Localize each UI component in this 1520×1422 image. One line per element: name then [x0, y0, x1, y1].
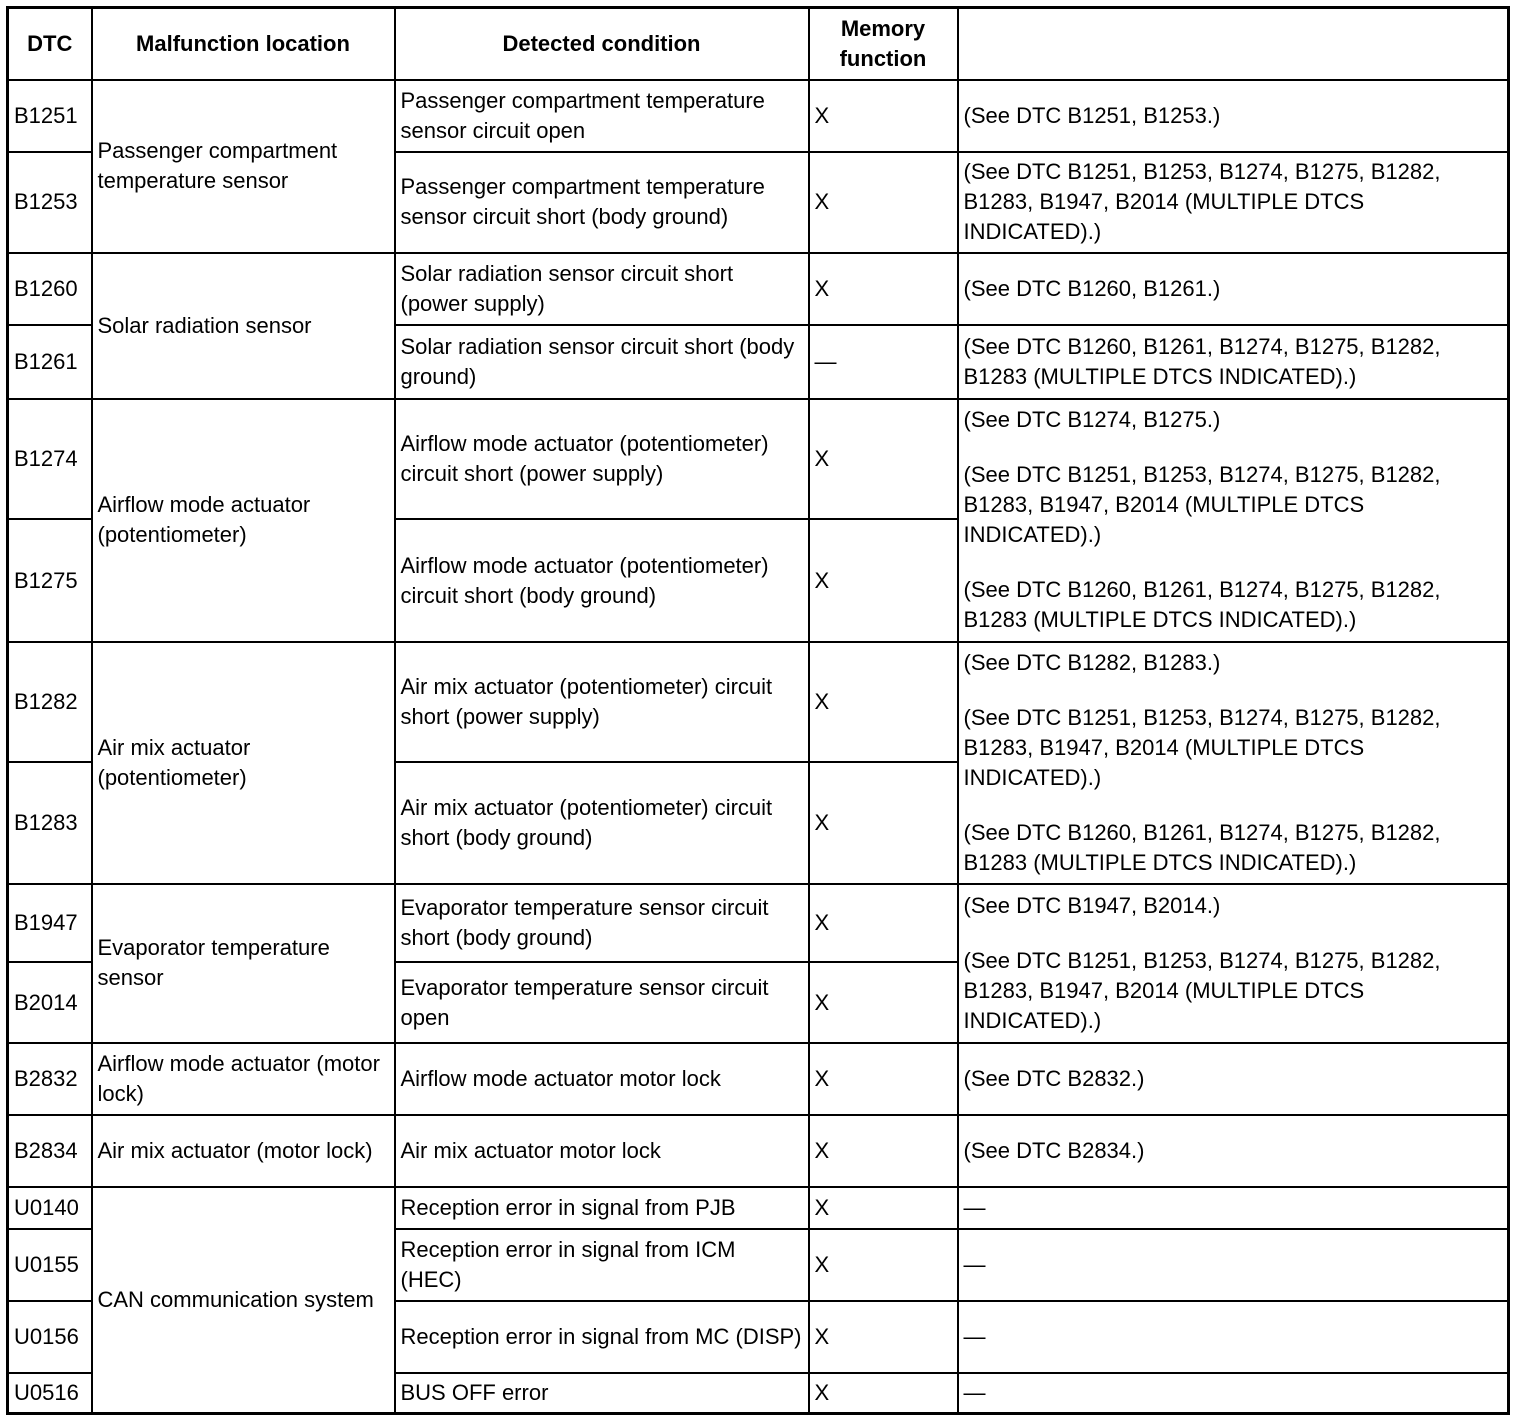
memory-function: X: [809, 642, 958, 762]
reference-cell: —: [958, 1187, 1509, 1229]
dtc-code: B2832: [8, 1043, 92, 1115]
memory-function: X: [809, 884, 958, 962]
table-row: [8, 80, 1509, 152]
detected-condition: Air mix actuator (potentiometer) circuit short (body ground): [395, 762, 809, 884]
header-memory-function: Memory function: [809, 8, 958, 80]
dtc-table: [6, 6, 1510, 1415]
detected-condition: Air mix actuator (potentiometer) circuit short (power supply): [395, 642, 809, 762]
reference-cell: (See DTC B1251, B1253, B1274, B1275, B1282, B1283, B1947, B2014 (MULTIPLE DTCS INDICATED).): [958, 152, 1509, 253]
reference-cell: [958, 642, 1509, 885]
dtc-code: B1274: [8, 399, 92, 519]
malfunction-location: Airflow mode actuator (potentiometer): [92, 399, 395, 642]
reference-text: (See DTC B1947, B2014.): [963, 892, 1221, 918]
dtc-code: U0140: [8, 1187, 92, 1229]
table-row: [8, 1043, 1509, 1115]
reference-cell: (See DTC B1251, B1253.): [958, 80, 1509, 152]
table-row: [8, 1115, 1509, 1187]
dtc-code: B1260: [8, 253, 92, 325]
table-row: [8, 642, 1509, 762]
memory-function: X: [809, 152, 958, 253]
malfunction-location: CAN communication system: [92, 1187, 395, 1414]
reference-text: (See DTC B1274, B1275.): [963, 407, 1221, 433]
reference-text: (See DTC B1251, B1253, B1274, B1275, B1282, B1283, B1947, B2014 (MULTIPLE DTCS INDICATED).): [963, 947, 1441, 1033]
table-row: [8, 399, 1509, 519]
memory-function: X: [809, 80, 958, 152]
memory-function: X: [809, 1187, 958, 1229]
malfunction-location: Passenger compartment temperature sensor: [92, 80, 395, 253]
memory-function: X: [809, 1301, 958, 1373]
malfunction-location: Evaporator temperature sensor: [92, 884, 395, 1042]
header-malfunction-location: Malfunction location: [92, 8, 395, 80]
dtc-code: B1253: [8, 152, 92, 253]
reference-cell: [958, 399, 1509, 642]
reference-cell: —: [958, 1301, 1509, 1373]
detected-condition: Evaporator temperature sensor circuit open: [395, 962, 809, 1042]
table-row: [8, 1187, 1509, 1229]
memory-function: X: [809, 253, 958, 325]
reference-text: (See DTC B1260, B1261, B1274, B1275, B1282, B1283 (MULTIPLE DTCS INDICATED).): [963, 577, 1441, 633]
malfunction-location: Solar radiation sensor: [92, 253, 395, 399]
table-row: [8, 884, 1509, 962]
reference-text: (See DTC B1260, B1261, B1274, B1275, B1282, B1283 (MULTIPLE DTCS INDICATED).): [963, 819, 1441, 875]
dtc-code: U0156: [8, 1301, 92, 1373]
dtc-code: U0155: [8, 1229, 92, 1301]
detected-condition: Passenger compartment temperature sensor circuit open: [395, 80, 809, 152]
dtc-code: B1947: [8, 884, 92, 962]
dtc-code: U0516: [8, 1373, 92, 1413]
reference-text: (See DTC B1251, B1253, B1274, B1275, B1282, B1283, B1947, B2014 (MULTIPLE DTCS INDICATED).): [963, 462, 1441, 548]
detected-condition: Reception error in signal from PJB: [395, 1187, 809, 1229]
detected-condition: Air mix actuator motor lock: [395, 1115, 809, 1187]
dtc-code: B2014: [8, 962, 92, 1042]
detected-condition: Airflow mode actuator (potentiometer) circuit short (power supply): [395, 399, 809, 519]
detected-condition: Airflow mode actuator (potentiometer) circuit short (body ground): [395, 519, 809, 641]
dtc-code: B1251: [8, 80, 92, 152]
header-reference: [958, 8, 1509, 80]
header-row: [8, 8, 1509, 80]
memory-function: —: [809, 325, 958, 399]
detected-condition: Solar radiation sensor circuit short (body ground): [395, 325, 809, 399]
reference-cell: [958, 884, 1509, 1042]
detected-condition: Reception error in signal from ICM (HEC): [395, 1229, 809, 1301]
memory-function: X: [809, 762, 958, 884]
malfunction-location: Airflow mode actuator (motor lock): [92, 1043, 395, 1115]
dtc-code: B1282: [8, 642, 92, 762]
dtc-code: B1261: [8, 325, 92, 399]
header-detected-condition: Detected condition: [395, 8, 809, 80]
dtc-code: B1283: [8, 762, 92, 884]
memory-function: X: [809, 1229, 958, 1301]
detected-condition: Evaporator temperature sensor circuit short (body ground): [395, 884, 809, 962]
dtc-code: B2834: [8, 1115, 92, 1187]
table-row: [8, 253, 1509, 325]
detected-condition: Airflow mode actuator motor lock: [395, 1043, 809, 1115]
dtc-code: B1275: [8, 519, 92, 641]
header-dtc: DTC: [8, 8, 92, 80]
memory-function: X: [809, 1043, 958, 1115]
memory-function: X: [809, 399, 958, 519]
memory-function: X: [809, 519, 958, 641]
reference-cell: —: [958, 1373, 1509, 1413]
reference-cell: (See DTC B1260, B1261, B1274, B1275, B1282, B1283 (MULTIPLE DTCS INDICATED).): [958, 325, 1509, 399]
detected-condition: Solar radiation sensor circuit short (power supply): [395, 253, 809, 325]
memory-function: X: [809, 962, 958, 1042]
malfunction-location: Air mix actuator (motor lock): [92, 1115, 395, 1187]
reference-cell: (See DTC B2832.): [958, 1043, 1509, 1115]
memory-function: X: [809, 1373, 958, 1413]
memory-function: X: [809, 1115, 958, 1187]
detected-condition: Passenger compartment temperature sensor circuit short (body ground): [395, 152, 809, 253]
reference-cell: —: [958, 1229, 1509, 1301]
reference-cell: (See DTC B1260, B1261.): [958, 253, 1509, 325]
malfunction-location: Air mix actuator (potentiometer): [92, 642, 395, 885]
reference-text: (See DTC B1251, B1253, B1274, B1275, B1282, B1283, B1947, B2014 (MULTIPLE DTCS INDICATED).): [963, 704, 1441, 790]
reference-text: (See DTC B1282, B1283.): [963, 649, 1221, 675]
detected-condition: BUS OFF error: [395, 1373, 809, 1413]
reference-cell: (See DTC B2834.): [958, 1115, 1509, 1187]
detected-condition: Reception error in signal from MC (DISP): [395, 1301, 809, 1373]
